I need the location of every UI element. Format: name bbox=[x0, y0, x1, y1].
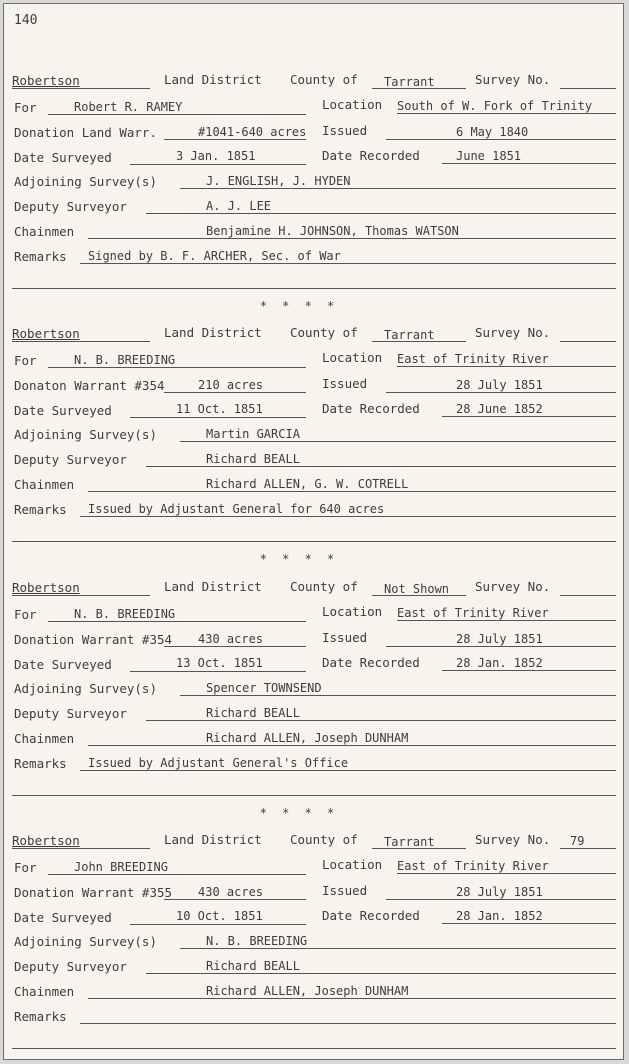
deputy-label: Deputy Surveyor bbox=[14, 959, 127, 974]
date-surveyed-value: 13 Oct. 1851 bbox=[176, 656, 263, 670]
deputy-label: Deputy Surveyor bbox=[14, 199, 127, 214]
date-surveyed-label: Date Surveyed bbox=[14, 150, 112, 165]
county-label: County of bbox=[290, 325, 358, 340]
date-surveyed-underline bbox=[130, 164, 306, 165]
chainmen-label: Chainmen bbox=[14, 224, 75, 239]
record-row bbox=[4, 95, 624, 119]
county-value: Tarrant bbox=[384, 835, 435, 849]
record-row bbox=[4, 398, 624, 422]
county-underline bbox=[372, 848, 466, 849]
date-recorded-value: 28 Jan. 1852 bbox=[456, 656, 543, 670]
date-recorded-value: June 1851 bbox=[456, 149, 522, 163]
remarks-label: Remarks bbox=[14, 1009, 67, 1024]
remarks-value: Signed by B. F. ARCHER, Sec. of War bbox=[88, 249, 341, 263]
record-row bbox=[4, 220, 624, 244]
district-underline bbox=[12, 848, 150, 849]
warrant-underline bbox=[164, 899, 306, 900]
remarks-underline bbox=[80, 770, 616, 771]
record-row bbox=[4, 980, 624, 1004]
county-value: Tarrant bbox=[384, 328, 435, 342]
warrant-value: 210 acres bbox=[198, 378, 264, 392]
issued-value: 28 July 1851 bbox=[456, 885, 543, 899]
for-underline bbox=[48, 874, 306, 875]
district-underline bbox=[12, 88, 150, 89]
survey-record bbox=[4, 577, 624, 817]
record-row bbox=[4, 448, 624, 472]
date-recorded-underline bbox=[442, 163, 616, 164]
warrant-label: Donation Land Warr. bbox=[14, 125, 157, 140]
deputy-value: Richard BEALL bbox=[206, 452, 300, 466]
warrant-value: 430 acres bbox=[198, 885, 264, 899]
for-underline bbox=[48, 114, 306, 115]
issued-underline bbox=[386, 646, 616, 647]
survey-no-label: Survey No. bbox=[475, 579, 551, 594]
date-surveyed-label: Date Surveyed bbox=[14, 403, 112, 418]
survey-no-label: Survey No. bbox=[475, 72, 551, 87]
record-row bbox=[4, 727, 624, 751]
for-value: Robert R. RAMEY bbox=[74, 100, 183, 114]
chainmen-value: Richard ALLEN, Joseph DUNHAM bbox=[206, 731, 409, 745]
deputy-label: Deputy Surveyor bbox=[14, 452, 127, 467]
date-surveyed-value: 3 Jan. 1851 bbox=[176, 149, 256, 163]
deputy-underline bbox=[146, 973, 616, 974]
warrant-value: #1041-640 acres bbox=[198, 125, 307, 139]
adjoining-value: J. ENGLISH, J. HYDEN bbox=[206, 174, 351, 188]
warrant-label: Donation Warrant #355 bbox=[14, 885, 173, 900]
location-value: East of Trinity River bbox=[397, 859, 549, 873]
remarks-value: Issued by Adjustant General for 640 acres bbox=[88, 502, 385, 516]
record-row bbox=[4, 145, 624, 169]
land-district-label: Land District bbox=[164, 579, 262, 594]
location-underline bbox=[397, 620, 616, 621]
county-underline bbox=[372, 341, 466, 342]
location-underline bbox=[397, 873, 616, 874]
record-row bbox=[4, 423, 624, 447]
record-row bbox=[4, 777, 624, 801]
record-row bbox=[4, 652, 624, 676]
record-separator: * * * * bbox=[259, 806, 339, 820]
record-row bbox=[4, 473, 624, 497]
remarks-underline bbox=[80, 516, 616, 517]
for-underline bbox=[48, 367, 306, 368]
land-district-name: Robertson bbox=[12, 326, 80, 341]
for-value: N. B. BREEDING bbox=[74, 607, 176, 621]
date-recorded-label: Date Recorded bbox=[322, 401, 420, 416]
chainmen-underline bbox=[88, 238, 616, 239]
survey-no-label: Survey No. bbox=[475, 325, 551, 340]
record-row bbox=[4, 627, 624, 651]
warrant-label: Donation Warrant #354 bbox=[14, 632, 173, 647]
issued-value: 6 May 1840 bbox=[456, 125, 529, 139]
land-district-name: Robertson bbox=[12, 833, 80, 848]
issued-value: 28 July 1851 bbox=[456, 378, 543, 392]
remarks-label: Remarks bbox=[14, 502, 67, 517]
adjoining-value: Martin GARCIA bbox=[206, 427, 300, 441]
land-district-name: Robertson bbox=[12, 73, 80, 88]
warrant-underline bbox=[164, 392, 306, 393]
record-row bbox=[4, 702, 624, 726]
page-number: 140 bbox=[14, 13, 38, 28]
county-underline bbox=[372, 595, 466, 596]
date-surveyed-underline bbox=[130, 671, 306, 672]
location-label: Location bbox=[322, 97, 383, 112]
record-row bbox=[4, 498, 624, 522]
record-row bbox=[4, 830, 624, 854]
for-value: N. B. BREEDING bbox=[74, 353, 176, 367]
record-row bbox=[4, 880, 624, 904]
date-recorded-value: 28 June 1852 bbox=[456, 402, 543, 416]
adjoining-underline bbox=[180, 948, 616, 949]
location-label: Location bbox=[322, 350, 383, 365]
chainmen-underline bbox=[88, 745, 616, 746]
remarks-underline bbox=[80, 263, 616, 264]
survey-record bbox=[4, 830, 624, 1060]
record-row bbox=[4, 245, 624, 269]
chainmen-label: Chainmen bbox=[14, 984, 75, 999]
adjoining-value: Spencer TOWNSEND bbox=[206, 681, 322, 695]
issued-label: Issued bbox=[322, 630, 368, 645]
adjoining-value: N. B. BREEDING bbox=[206, 934, 308, 948]
land-district-label: Land District bbox=[164, 832, 262, 847]
adjoining-label: Adjoining Survey(s) bbox=[14, 934, 157, 949]
date-recorded-label: Date Recorded bbox=[322, 148, 420, 163]
survey-no-underline bbox=[560, 341, 616, 342]
land-district-label: Land District bbox=[164, 72, 262, 87]
for-underline bbox=[48, 621, 306, 622]
survey-no-underline bbox=[560, 848, 616, 849]
record-row bbox=[4, 270, 624, 294]
record-row bbox=[4, 855, 624, 879]
survey-no-value: 79 bbox=[570, 834, 585, 848]
adjoining-label: Adjoining Survey(s) bbox=[14, 174, 157, 189]
issued-underline bbox=[386, 392, 616, 393]
record-bottom-rule bbox=[12, 541, 616, 542]
chainmen-value: Richard ALLEN, Joseph DUNHAM bbox=[206, 984, 409, 998]
record-separator: * * * * bbox=[259, 299, 339, 313]
issued-label: Issued bbox=[322, 376, 368, 391]
record-bottom-rule bbox=[12, 288, 616, 289]
record-row bbox=[4, 373, 624, 397]
location-label: Location bbox=[322, 857, 383, 872]
deputy-value: Richard BEALL bbox=[206, 706, 300, 720]
location-value: East of Trinity River bbox=[397, 352, 549, 366]
remarks-label: Remarks bbox=[14, 249, 67, 264]
record-row bbox=[4, 323, 624, 347]
for-label: For bbox=[14, 860, 37, 875]
remarks-value: Issued by Adjustant General's Office bbox=[88, 756, 349, 770]
date-surveyed-underline bbox=[130, 417, 306, 418]
record-row bbox=[4, 677, 624, 701]
record-row bbox=[4, 523, 624, 547]
deputy-value: A. J. LEE bbox=[206, 199, 272, 213]
survey-record-page bbox=[3, 3, 624, 1060]
chainmen-label: Chainmen bbox=[14, 477, 75, 492]
warrant-value: 430 acres bbox=[198, 632, 264, 646]
county-value: Not Shown bbox=[384, 582, 450, 596]
for-label: For bbox=[14, 607, 37, 622]
county-underline bbox=[372, 88, 466, 89]
adjoining-underline bbox=[180, 188, 616, 189]
county-label: County of bbox=[290, 579, 358, 594]
county-label: County of bbox=[290, 72, 358, 87]
date-recorded-label: Date Recorded bbox=[322, 908, 420, 923]
adjoining-underline bbox=[180, 695, 616, 696]
survey-no-underline bbox=[560, 88, 616, 89]
for-label: For bbox=[14, 100, 37, 115]
issued-underline bbox=[386, 139, 616, 140]
date-recorded-underline bbox=[442, 416, 616, 417]
location-label: Location bbox=[322, 604, 383, 619]
record-row bbox=[4, 1030, 624, 1054]
date-recorded-value: 28 Jan. 1852 bbox=[456, 909, 543, 923]
county-label: County of bbox=[290, 832, 358, 847]
adjoining-underline bbox=[180, 441, 616, 442]
land-district-name: Robertson bbox=[12, 580, 80, 595]
remarks-underline bbox=[80, 1023, 616, 1024]
record-row bbox=[4, 170, 624, 194]
record-row bbox=[4, 70, 624, 94]
chainmen-underline bbox=[88, 998, 616, 999]
record-bottom-rule bbox=[12, 1048, 616, 1049]
record-row bbox=[4, 955, 624, 979]
deputy-underline bbox=[146, 213, 616, 214]
location-underline bbox=[397, 366, 616, 367]
chainmen-underline bbox=[88, 491, 616, 492]
date-recorded-label: Date Recorded bbox=[322, 655, 420, 670]
deputy-underline bbox=[146, 466, 616, 467]
record-row bbox=[4, 905, 624, 929]
county-value: Tarrant bbox=[384, 75, 435, 89]
record-row bbox=[4, 930, 624, 954]
survey-no-underline bbox=[560, 595, 616, 596]
location-value: South of W. Fork of Trinity bbox=[397, 99, 593, 113]
land-district-label: Land District bbox=[164, 325, 262, 340]
for-value: John BREEDING bbox=[74, 860, 168, 874]
adjoining-label: Adjoining Survey(s) bbox=[14, 681, 157, 696]
record-row bbox=[4, 195, 624, 219]
issued-value: 28 July 1851 bbox=[456, 632, 543, 646]
location-value: East of Trinity River bbox=[397, 606, 549, 620]
district-underline bbox=[12, 341, 150, 342]
record-row bbox=[4, 752, 624, 776]
date-surveyed-value: 11 Oct. 1851 bbox=[176, 402, 263, 416]
chainmen-label: Chainmen bbox=[14, 731, 75, 746]
survey-record bbox=[4, 70, 624, 310]
record-row bbox=[4, 577, 624, 601]
record-row bbox=[4, 1005, 624, 1029]
date-recorded-underline bbox=[442, 670, 616, 671]
date-surveyed-value: 10 Oct. 1851 bbox=[176, 909, 263, 923]
survey-record bbox=[4, 323, 624, 563]
record-row bbox=[4, 120, 624, 144]
deputy-label: Deputy Surveyor bbox=[14, 706, 127, 721]
location-underline bbox=[397, 113, 616, 114]
record-row bbox=[4, 348, 624, 372]
chainmen-value: Benjamine H. JOHNSON, Thomas WATSON bbox=[206, 224, 459, 238]
date-recorded-underline bbox=[442, 923, 616, 924]
warrant-underline bbox=[164, 139, 306, 140]
date-surveyed-underline bbox=[130, 924, 306, 925]
district-underline bbox=[12, 595, 150, 596]
record-row bbox=[4, 602, 624, 626]
warrant-label: Donaton Warrant #354 bbox=[14, 378, 165, 393]
adjoining-label: Adjoining Survey(s) bbox=[14, 427, 157, 442]
record-bottom-rule bbox=[12, 795, 616, 796]
deputy-value: Richard BEALL bbox=[206, 959, 300, 973]
deputy-underline bbox=[146, 720, 616, 721]
date-surveyed-label: Date Surveyed bbox=[14, 657, 112, 672]
chainmen-value: Richard ALLEN, G. W. COTRELL bbox=[206, 477, 409, 491]
survey-no-label: Survey No. bbox=[475, 832, 551, 847]
warrant-underline bbox=[164, 646, 306, 647]
remarks-label: Remarks bbox=[14, 756, 67, 771]
issued-label: Issued bbox=[322, 123, 368, 138]
issued-underline bbox=[386, 899, 616, 900]
record-separator: * * * * bbox=[259, 552, 339, 566]
issued-label: Issued bbox=[322, 883, 368, 898]
date-surveyed-label: Date Surveyed bbox=[14, 910, 112, 925]
for-label: For bbox=[14, 353, 37, 368]
